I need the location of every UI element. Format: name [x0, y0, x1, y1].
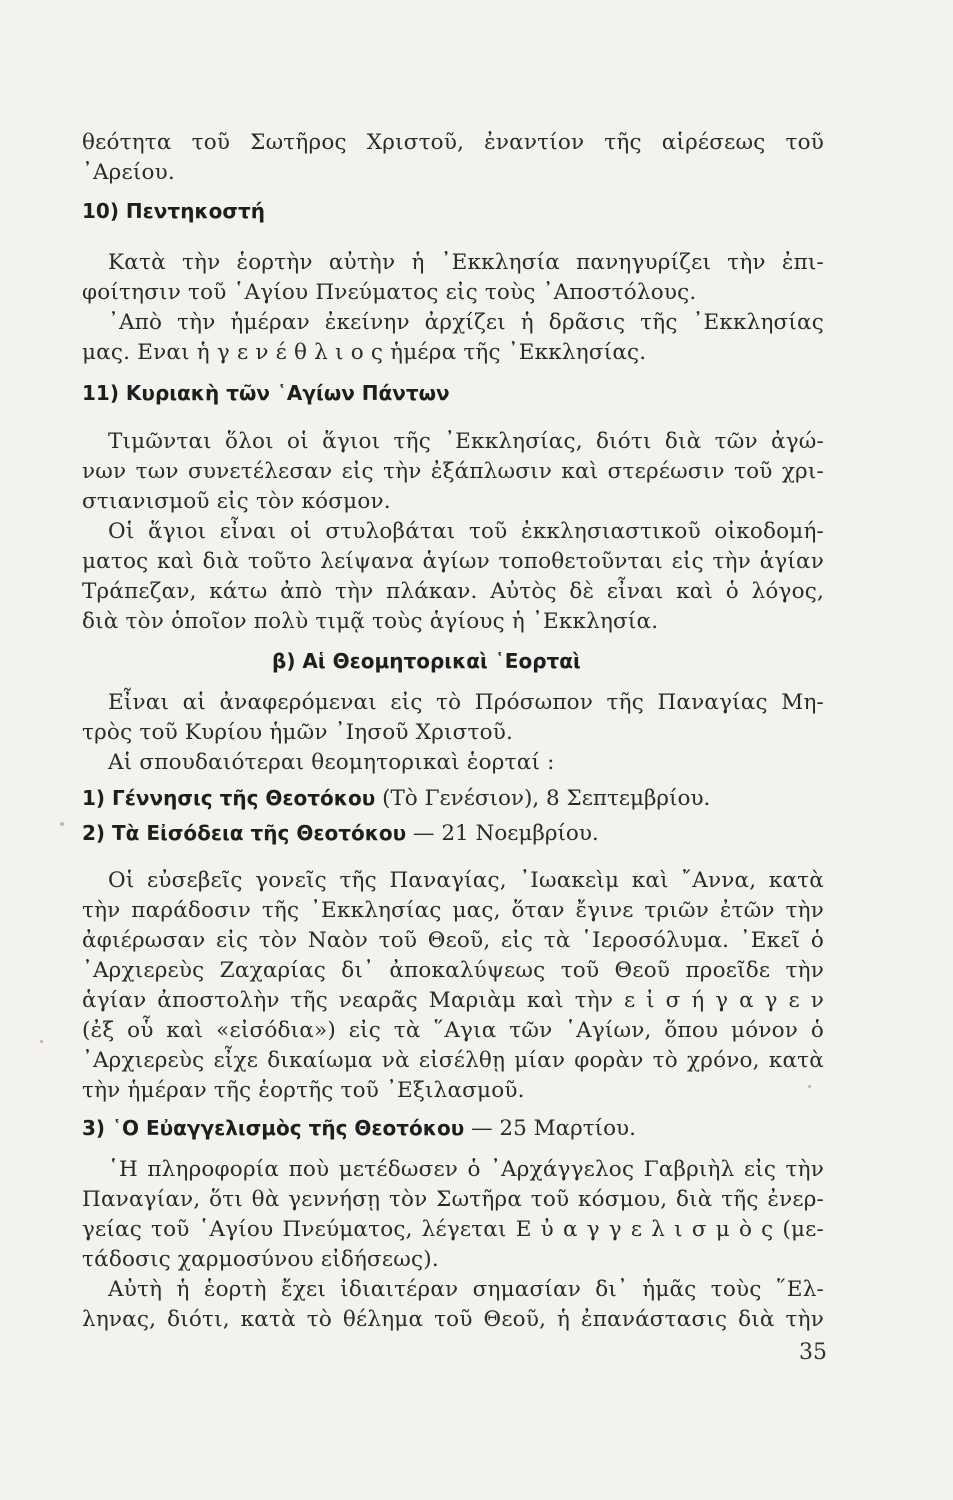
- text-line: τάδοσις χαρμοσύνου εἰδήσεως).: [82, 1247, 439, 1272]
- text-line: Οἱ ἅγιοι εἶναι οἱ στυλοβάται τοῦ ἐκκλησιαστικοῦ οἰκοδομή-: [108, 519, 824, 544]
- text-line: στιανισμοῦ εἰς τὸν κόσμον.: [82, 489, 391, 514]
- text-line: ἁγίαν ἀποστολὴν τῆς νεαρᾶς Μαριὰμ καὶ τὴν ε ἰ σ ή γ α γ ε ν: [82, 988, 824, 1013]
- feast-item-title: 1) Γέννησις τῆς Θεοτόκου: [82, 786, 376, 810]
- text-line: (ἐξ οὗ καὶ «εἰσόδια») εἰς τὰ ῞Αγια τῶν ῾Αγίων, ὅπου μόνον ὁ: [82, 1018, 824, 1043]
- text-line: ῾Η πληροφορία ποὺ μετέδωσεν ὁ ᾿Αρχάγγελος Γαβριὴλ εἰς τὴν: [108, 1157, 824, 1182]
- text-line: Εἶναι αἱ ἀναφερόμεναι εἰς τὸ Πρόσωπον τῆς Παναγίας Μη-: [108, 690, 824, 715]
- text-line: ᾿Αρχιερεὺς Ζαχαρίας δι᾿ ἀποκαλύψεως τοῦ Θεοῦ προεῖδε τὴν: [82, 958, 824, 983]
- page-number: 35: [799, 1340, 827, 1365]
- feast-item-title: 2) Τὰ Εἰσόδεια τῆς Θεοτόκου: [82, 821, 407, 845]
- text-line: μας. Εναι ἡ γ ε ν έ θ λ ι ο ς ἡμέρα τῆς ᾿Εκκλησίας.: [82, 340, 647, 365]
- feast-item-3: [82, 1113, 824, 1145]
- section-heading-11: 11) Κυριακὴ τῶν ῾Αγίων Πάντων: [82, 381, 450, 405]
- text-line: ᾿Αρχιερεὺς εἶχε δικαίωμα νὰ εἰσέλθῃ μίαν φορὰν τὸ χρόνο, κατὰ: [82, 1048, 824, 1073]
- feast-item-date: — 21 Νοεμβρίου.: [406, 821, 599, 846]
- feast-item-date: — 25 Μαρτίου.: [464, 1116, 636, 1141]
- text-line: τὴν παράδοσιν τῆς ᾿Εκκλησίας μας, ὅταν ἔγινε τριῶν ἐτῶν τὴν: [82, 898, 824, 923]
- text-line: ἀφιέρωσαν εἰς τὸν Ναὸν τοῦ Θεοῦ, εἰς τὰ ῾Ιεροσόλυμα. ᾿Εκεῖ ὁ: [82, 928, 824, 953]
- text-line: τὴν ἡμέραν τῆς ἑορτῆς τοῦ ᾿Εξιλασμοῦ.: [82, 1078, 525, 1103]
- paper-speck: [40, 1040, 43, 1043]
- text-line: διὰ τὸν ὁποῖον πολὺ τιμᾷ τοὺς ἁγίους ἡ ᾿Εκκλησία.: [82, 609, 659, 634]
- paper-speck: [60, 822, 64, 826]
- text-line: Τράπεζαν, κάτω ἀπὸ τὴν πλάκαν. Αὐτὸς δὲ εἶναι καὶ ὁ λόγος,: [82, 579, 824, 604]
- text-line: ληνας, διότι, κατὰ τὸ θέλημα τοῦ Θεοῦ, ἡ ἐπανάστασις διὰ τὴν: [82, 1307, 824, 1332]
- text-line: νων των συνετέλεσαν εἰς τὴν ἐξάπλωσιν καὶ στερέωσιν τοῦ χρι-: [82, 459, 824, 484]
- text-line: Αὐτὴ ἡ ἑορτὴ ἔχει ἰδιαιτέραν σημασίαν δι᾿ ἡμᾶς τοὺς ῞Ελ-: [108, 1277, 824, 1302]
- text-line: Τιμῶνται ὅλοι οἱ ἅγιοι τῆς ᾿Εκκλησίας, διότι διὰ τῶν ἀγώ-: [108, 429, 824, 454]
- text-line: ᾿Αρείου.: [82, 160, 175, 185]
- text-line: φοίτησιν τοῦ ῾Αγίου Πνεύματος εἰς τοὺς ᾿Αποστόλους.: [82, 280, 697, 305]
- text-line: Αἱ σπουδαιότεραι θεομητορικαὶ ἑορταί :: [108, 750, 555, 775]
- section-heading-10: 10) Πεντηκοστή: [82, 199, 265, 223]
- text-line: ματος καὶ διὰ τοῦτο λείψανα ἁγίων τοποθετοῦνται εἰς τὴν ἁγίαν: [82, 549, 824, 574]
- text-line: ᾿Απὸ τὴν ἡμέραν ἐκείνην ἀρχίζει ἡ δρᾶσις τῆς ᾿Εκκλησίας: [108, 310, 824, 335]
- feast-item-title: 3) ῾Ο Εὐαγγελισμὸς τῆς Θεοτόκου: [82, 1116, 465, 1140]
- text-line: θεότητα τοῦ Σωτῆρος Χριστοῦ, ἐναντίον τῆς αἱρέσεως τοῦ: [82, 130, 824, 155]
- feast-item-date: (Τὸ Γενέσιον), 8 Σεπτεμβρίου.: [375, 786, 711, 811]
- feast-item-2: [82, 818, 824, 850]
- text-line: γείας τοῦ ῾Αγίου Πνεύματος, λέγεται Ε ὐ α γ γ ε λ ι σ μ ὸ ς (με-: [82, 1217, 824, 1242]
- text-line: Οἱ εὐσεβεῖς γονεῖς τῆς Παναγίας, ᾿Ιωακεὶμ καὶ ῎Αννα, κατὰ: [108, 868, 824, 893]
- paper-speck: [808, 1085, 811, 1088]
- feast-item-1: [82, 783, 824, 815]
- text-line: Παναγίαν, ὅτι θὰ γεννήσῃ τὸν Σωτῆρα τοῦ κόσμου, διὰ τῆς ἐνερ-: [82, 1187, 824, 1212]
- section-heading-beta: β) Αἱ Θεομητορικαὶ ῾Εορταὶ: [272, 649, 581, 673]
- text-line: τρὸς τοῦ Κυρίου ἡμῶν ᾿Ιησοῦ Χριστοῦ.: [82, 720, 514, 745]
- text-line: Κατὰ τὴν ἑορτὴν αὐτὴν ἡ ᾿Εκκλησία πανηγυρίζει τὴν ἐπι-: [108, 250, 824, 275]
